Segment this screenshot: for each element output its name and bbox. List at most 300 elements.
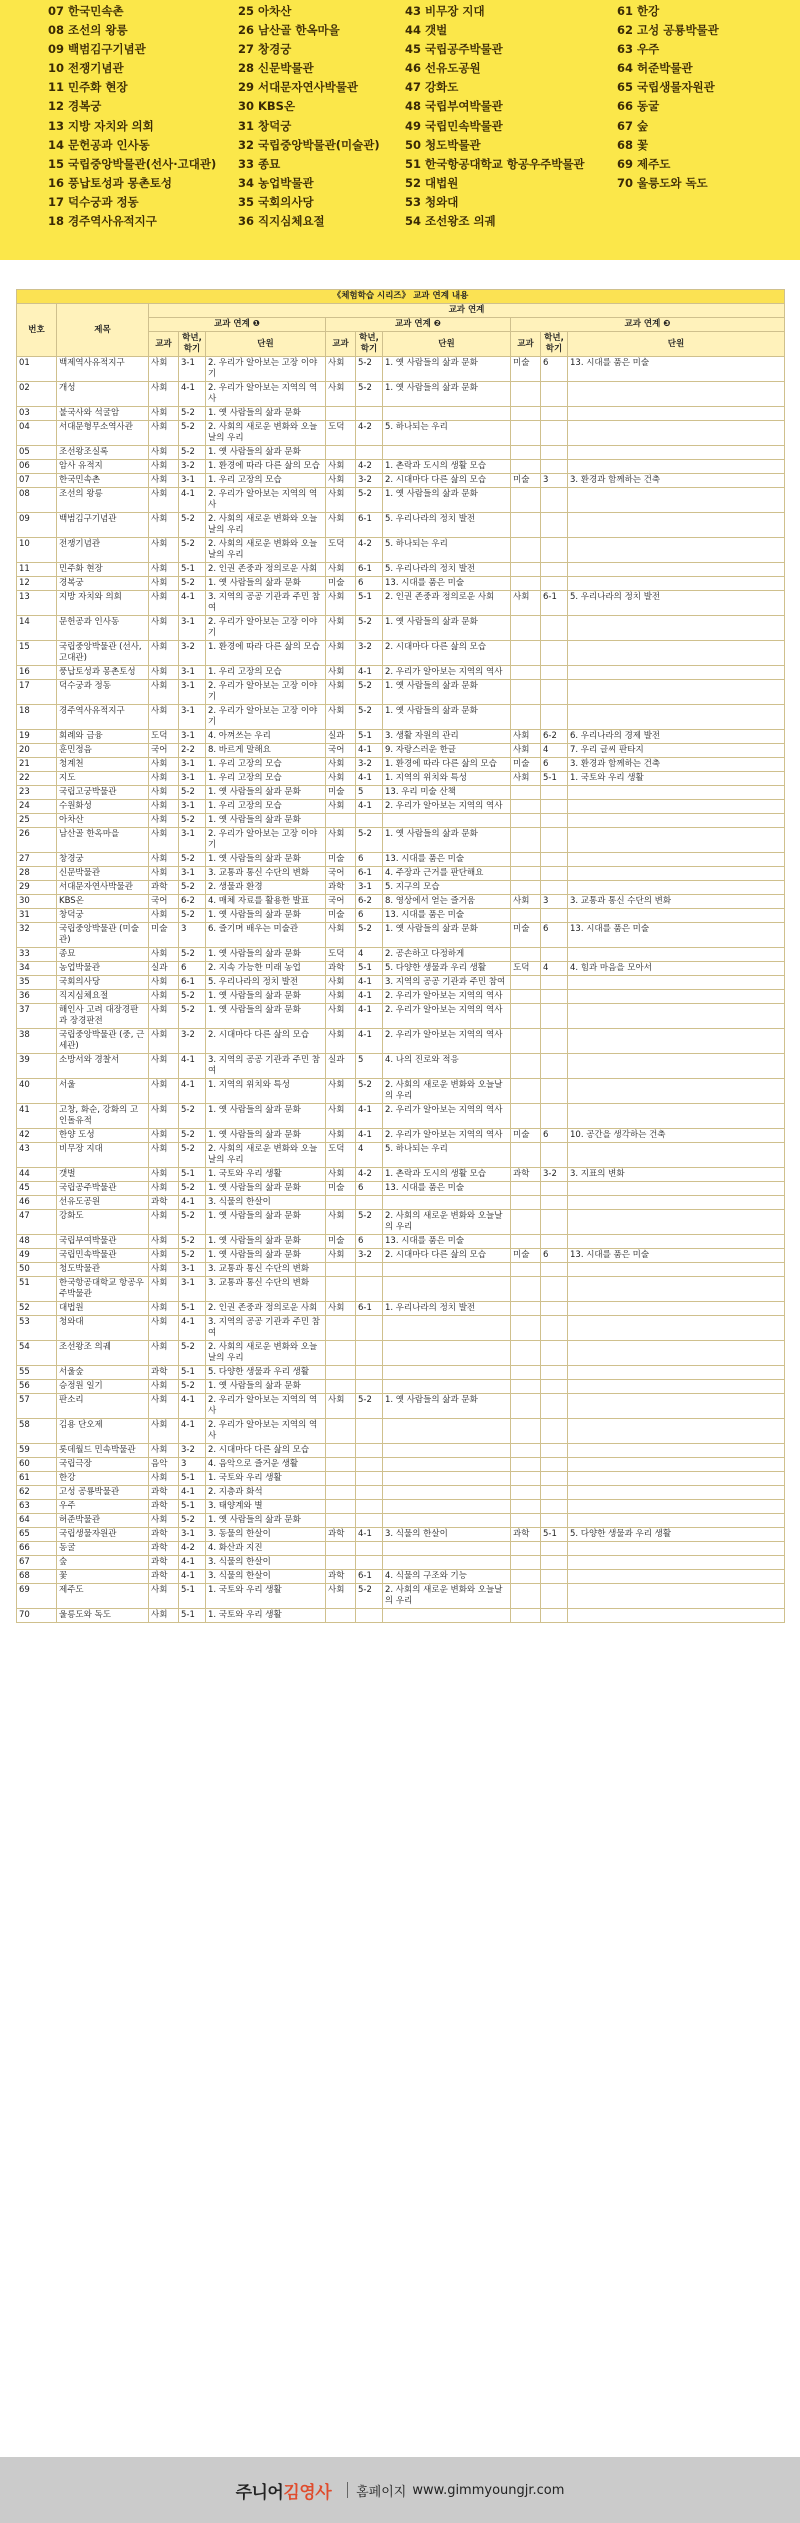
cell-unit-3: [568, 1341, 785, 1366]
cell-unit-2: 4. 주장과 근거를 판단해요: [383, 867, 511, 881]
cell-unit-2: 5. 지구의 모습: [383, 881, 511, 895]
cell-grade-1: 5-2: [179, 1380, 206, 1394]
cell-grade-2: [356, 1366, 383, 1380]
cell-grade-3: [541, 577, 568, 591]
cell-subject-2: 사회: [326, 1168, 356, 1182]
cell-subject-1: 사회: [149, 1004, 179, 1029]
cell-unit-3: [568, 460, 785, 474]
cell-grade-1: 3-2: [179, 460, 206, 474]
table-row: [17, 1486, 785, 1500]
cell-unit-2: 1. 옛 사람들의 삶과 문화: [383, 923, 511, 948]
cell-unit-3: [568, 909, 785, 923]
table-row: [17, 1609, 785, 1623]
venue-item: 35 국회의사당: [238, 194, 314, 209]
cell-subject-1: 사회: [149, 814, 179, 828]
cell-grade-1: 3-1: [179, 758, 206, 772]
cell-unit-2: 2. 우리가 알아보는 지역의 역사: [383, 990, 511, 1004]
cell-grade-1: 5-2: [179, 814, 206, 828]
cell-number: 05: [17, 446, 57, 460]
cell-grade-2: 4-2: [356, 421, 383, 446]
cell-grade-2: 4-2: [356, 460, 383, 474]
table-row: [17, 923, 785, 948]
cell-subject-1: 사회: [149, 1609, 179, 1623]
cell-grade-2: 4-1: [356, 1528, 383, 1542]
cell-grade-2: [356, 1263, 383, 1277]
header-subject: 교과: [149, 332, 179, 357]
cell-grade-3: [541, 1486, 568, 1500]
cell-grade-3: [541, 1394, 568, 1419]
cell-grade-1: 4-1: [179, 1054, 206, 1079]
cell-grade-1: 3-1: [179, 1277, 206, 1302]
table-row: [17, 357, 785, 382]
venue-item: 34 농업박물관: [238, 175, 314, 190]
cell-subject-1: 사회: [149, 488, 179, 513]
header-group-2: 교과 연계 ❷: [326, 318, 511, 332]
cell-unit-1: 6. 즐기며 배우는 미술관: [206, 923, 326, 948]
table-row: [17, 1316, 785, 1341]
cell-grade-3: 4: [541, 962, 568, 976]
cell-subject-1: 사회: [149, 538, 179, 563]
cell-unit-2: [383, 1419, 511, 1444]
cell-grade-3: [541, 881, 568, 895]
cell-unit-2: 1. 옛 사람들의 삶과 문화: [383, 705, 511, 730]
cell-title: 청와대: [57, 1316, 149, 1341]
cell-grade-2: 4-2: [356, 1168, 383, 1182]
cell-grade-1: 3-1: [179, 828, 206, 853]
cell-subject-1: 과학: [149, 1570, 179, 1584]
cell-grade-2: [356, 1514, 383, 1528]
cell-subject-1: 사회: [149, 1182, 179, 1196]
cell-subject-1: 사회: [149, 1029, 179, 1054]
cell-grade-1: 4-1: [179, 1570, 206, 1584]
cell-title: 꽃: [57, 1570, 149, 1584]
cell-subject-1: 사회: [149, 909, 179, 923]
cell-grade-2: [356, 1500, 383, 1514]
cell-grade-3: [541, 1609, 568, 1623]
cell-subject-2: 사회: [326, 591, 356, 616]
cell-subject-3: [511, 1277, 541, 1302]
cell-grade-2: 4: [356, 1143, 383, 1168]
cell-subject-3: 사회: [511, 591, 541, 616]
cell-unit-3: [568, 1419, 785, 1444]
cell-subject-3: [511, 1514, 541, 1528]
header-group-1: 교과 연계 ❶: [149, 318, 326, 332]
cell-subject-1: 사회: [149, 1444, 179, 1458]
cell-grade-2: 6-1: [356, 563, 383, 577]
cell-unit-2: 2. 우리가 알아보는 지역의 역사: [383, 666, 511, 680]
cell-grade-2: 3-2: [356, 1249, 383, 1263]
cell-subject-2: 사회: [326, 460, 356, 474]
cell-number: 03: [17, 407, 57, 421]
cell-grade-2: 6-1: [356, 867, 383, 881]
cell-subject-3: [511, 1316, 541, 1341]
cell-grade-3: [541, 1316, 568, 1341]
table-row: [17, 976, 785, 990]
cell-grade-1: 5-2: [179, 407, 206, 421]
cell-unit-1: 1. 옛 사람들의 삶과 문화: [206, 577, 326, 591]
cell-subject-2: 실과: [326, 1054, 356, 1079]
cell-title: 풍납토성과 몽촌토성: [57, 666, 149, 680]
venue-item: 68 꽃: [617, 137, 649, 152]
cell-subject-1: 사회: [149, 1168, 179, 1182]
cell-unit-1: 1. 옛 사람들의 삶과 문화: [206, 1380, 326, 1394]
cell-number: 07: [17, 474, 57, 488]
cell-grade-3: [541, 641, 568, 666]
header-unit: 단원: [206, 332, 326, 357]
cell-unit-2: [383, 1366, 511, 1380]
cell-subject-2: 사회: [326, 990, 356, 1004]
table-row: [17, 909, 785, 923]
venue-list-banner: [0, 0, 800, 260]
cell-title: 서울: [57, 1079, 149, 1104]
venue-item: 52 대법원: [405, 175, 459, 190]
cell-unit-1: 3. 태양계와 별: [206, 1500, 326, 1514]
publisher-logo[interactable]: [236, 2478, 332, 2503]
cell-subject-1: 사회: [149, 853, 179, 867]
cell-subject-1: 국어: [149, 895, 179, 909]
cell-number: 43: [17, 1143, 57, 1168]
cell-subject-2: 국어: [326, 895, 356, 909]
cell-subject-3: 미술: [511, 1249, 541, 1263]
cell-grade-2: 3-1: [356, 881, 383, 895]
venue-item: 65 국립생물자원관: [617, 80, 715, 95]
cell-title: 창덕궁: [57, 909, 149, 923]
cell-subject-2: [326, 1366, 356, 1380]
venue-item: 31 창덕궁: [238, 118, 292, 133]
venue-item: 50 청도박물관: [405, 137, 481, 152]
cell-unit-1: 1. 국토와 우리 생활: [206, 1609, 326, 1623]
cell-title: 숲: [57, 1556, 149, 1570]
cell-grade-1: 3-1: [179, 666, 206, 680]
cell-subject-2: [326, 1556, 356, 1570]
cell-unit-2: 8. 영상에서 얻는 즐거움: [383, 895, 511, 909]
cell-unit-3: 5. 우리나라의 정치 발전: [568, 591, 785, 616]
cell-title: 한양 도성: [57, 1129, 149, 1143]
cell-unit-1: 3. 지역의 공공 기관과 주민 참여: [206, 1054, 326, 1079]
cell-grade-2: [356, 407, 383, 421]
cell-unit-2: [383, 1277, 511, 1302]
cell-unit-1: 2. 사회의 새로운 변화와 오늘날의 우리: [206, 1341, 326, 1366]
cell-grade-2: 6: [356, 909, 383, 923]
cell-grade-3: [541, 1514, 568, 1528]
cell-subject-3: [511, 666, 541, 680]
table-row: [17, 1054, 785, 1079]
cell-title: 백제역사유적지구: [57, 357, 149, 382]
cell-unit-1: 3. 교통과 통신 수단의 변화: [206, 1277, 326, 1302]
spacer: [0, 260, 800, 289]
cell-grade-2: [356, 1196, 383, 1210]
cell-unit-2: 13. 시대를 품은 미술: [383, 577, 511, 591]
cell-grade-3: [541, 909, 568, 923]
cell-grade-2: [356, 1472, 383, 1486]
cell-unit-1: 1. 국토와 우리 생활: [206, 1472, 326, 1486]
cell-title: 아차산: [57, 814, 149, 828]
cell-unit-3: 1. 국토와 우리 생활: [568, 772, 785, 786]
cell-number: 67: [17, 1556, 57, 1570]
cell-unit-3: [568, 990, 785, 1004]
cell-grade-2: 5-2: [356, 923, 383, 948]
cell-subject-1: 사회: [149, 976, 179, 990]
table-row: [17, 616, 785, 641]
cell-number: 44: [17, 1168, 57, 1182]
cell-grade-3: 5-1: [541, 772, 568, 786]
cell-unit-3: [568, 1394, 785, 1419]
cell-unit-1: 1. 옛 사람들의 삶과 문화: [206, 1210, 326, 1235]
cell-subject-2: [326, 446, 356, 460]
cell-unit-3: 4. 힘과 마음을 모아서: [568, 962, 785, 976]
cell-subject-2: 사회: [326, 1302, 356, 1316]
cell-unit-1: 3. 교통과 통신 수단의 변화: [206, 1263, 326, 1277]
table-row: [17, 1302, 785, 1316]
table-row: [17, 1143, 785, 1168]
venue-column-1: [48, 2, 238, 231]
cell-unit-2: 5. 하나되는 우리: [383, 538, 511, 563]
cell-grade-3: [541, 1500, 568, 1514]
venue-item: 67 숲: [617, 118, 649, 133]
cell-number: 64: [17, 1514, 57, 1528]
venue-item: 48 국립부여박물관: [405, 99, 503, 114]
cell-grade-3: [541, 948, 568, 962]
cell-title: 한국민속촌: [57, 474, 149, 488]
cell-subject-2: 사회: [326, 758, 356, 772]
cell-unit-3: [568, 1514, 785, 1528]
cell-grade-1: 6-2: [179, 895, 206, 909]
footer: [0, 2457, 800, 2523]
cell-unit-1: 1. 우리 고장의 모습: [206, 800, 326, 814]
cell-title: 롯데월드 민속박물관: [57, 1444, 149, 1458]
cell-subject-1: 과학: [149, 1556, 179, 1570]
cell-unit-1: 4. 화산과 지진: [206, 1542, 326, 1556]
homepage-url[interactable]: www.gimmyoungjr.com: [412, 2482, 565, 2498]
cell-title: 개성: [57, 382, 149, 407]
cell-unit-1: 2. 우리가 알아보는 지역의 역사: [206, 1394, 326, 1419]
cell-grade-2: 5-2: [356, 1079, 383, 1104]
cell-grade-3: [541, 853, 568, 867]
cell-title: 직지심체요절: [57, 990, 149, 1004]
cell-unit-1: 3. 식물의 한살이: [206, 1196, 326, 1210]
cell-subject-3: [511, 1486, 541, 1500]
cell-title: 국립공주박물관: [57, 1182, 149, 1196]
table-row: [17, 641, 785, 666]
cell-unit-1: 2. 우리가 알아보는 지역의 역사: [206, 488, 326, 513]
cell-grade-3: [541, 421, 568, 446]
cell-grade-3: 3-2: [541, 1168, 568, 1182]
cell-grade-3: 6: [541, 1129, 568, 1143]
cell-grade-3: 4: [541, 744, 568, 758]
cell-unit-2: 2. 시대마다 다른 삶의 모습: [383, 474, 511, 488]
cell-title: 비무장 지대: [57, 1143, 149, 1168]
cell-grade-2: 6-1: [356, 1570, 383, 1584]
cell-subject-2: 과학: [326, 962, 356, 976]
cell-subject-1: 사회: [149, 1419, 179, 1444]
table-row: [17, 948, 785, 962]
cell-unit-1: 2. 우리가 알아보는 고장 이야기: [206, 680, 326, 705]
cell-subject-3: [511, 563, 541, 577]
cell-grade-2: 5-2: [356, 705, 383, 730]
cell-unit-1: 1. 옛 사람들의 삶과 문화: [206, 1514, 326, 1528]
cell-unit-3: [568, 705, 785, 730]
cell-grade-2: [356, 1486, 383, 1500]
cell-grade-1: 5-2: [179, 1514, 206, 1528]
table-row: [17, 772, 785, 786]
cell-unit-1: 2. 우리가 알아보는 고장 이야기: [206, 357, 326, 382]
cell-unit-3: [568, 828, 785, 853]
cell-unit-1: 1. 우리 고장의 모습: [206, 758, 326, 772]
cell-grade-1: 3-1: [179, 772, 206, 786]
cell-grade-2: 5-2: [356, 616, 383, 641]
cell-subject-1: 사회: [149, 666, 179, 680]
cell-grade-3: [541, 407, 568, 421]
cell-number: 52: [17, 1302, 57, 1316]
cell-number: 68: [17, 1570, 57, 1584]
cell-grade-2: [356, 1341, 383, 1366]
cell-unit-1: 3. 지역의 공공 기관과 주민 참여: [206, 591, 326, 616]
cell-title: 청도박물관: [57, 1263, 149, 1277]
cell-unit-1: 1. 옛 사람들의 삶과 문화: [206, 446, 326, 460]
cell-subject-2: 사회: [326, 1394, 356, 1419]
cell-unit-1: 3. 식물의 한살이: [206, 1556, 326, 1570]
cell-unit-2: [383, 1444, 511, 1458]
cell-number: 47: [17, 1210, 57, 1235]
cell-grade-1: 4-1: [179, 1079, 206, 1104]
cell-title: 고창, 화순, 강화의 고인돌유적: [57, 1104, 149, 1129]
cell-number: 59: [17, 1444, 57, 1458]
cell-grade-2: 6-2: [356, 895, 383, 909]
cell-unit-2: 13. 시대를 품은 미술: [383, 1182, 511, 1196]
cell-title: 백범김구기념관: [57, 513, 149, 538]
cell-number: 08: [17, 488, 57, 513]
cell-grade-1: 5-2: [179, 1104, 206, 1129]
cell-subject-3: [511, 1472, 541, 1486]
cell-subject-3: [511, 1584, 541, 1609]
cell-unit-2: 2. 우리가 알아보는 지역의 역사: [383, 1104, 511, 1129]
cell-unit-2: 1. 옛 사람들의 삶과 문화: [383, 382, 511, 407]
venue-item: 29 서대문자연사박물관: [238, 80, 358, 95]
cell-subject-2: [326, 1444, 356, 1458]
cell-subject-2: 사회: [326, 923, 356, 948]
venue-item: 28 신문박물관: [238, 61, 314, 76]
venue-item: 54 조선왕조 의궤: [405, 214, 496, 229]
cell-title: 한국항공대학교 항공우주박물관: [57, 1277, 149, 1302]
cell-unit-1: 2. 인권 존중과 정의로운 사회: [206, 1302, 326, 1316]
logo-part-b: 김영사: [283, 2482, 332, 2503]
cell-grade-1: 3-2: [179, 641, 206, 666]
cell-unit-2: 1. 옛 사람들의 삶과 문화: [383, 828, 511, 853]
cell-unit-3: [568, 680, 785, 705]
table-row: [17, 853, 785, 867]
cell-subject-1: 사회: [149, 641, 179, 666]
cell-subject-2: 과학: [326, 1570, 356, 1584]
cell-subject-2: [326, 1500, 356, 1514]
cell-grade-1: 5-2: [179, 1210, 206, 1235]
cell-unit-3: [568, 1472, 785, 1486]
cell-unit-1: 1. 옛 사람들의 삶과 문화: [206, 1129, 326, 1143]
cell-grade-1: 5-1: [179, 1302, 206, 1316]
cell-subject-3: [511, 1104, 541, 1129]
cell-unit-3: [568, 1277, 785, 1302]
cell-grade-3: [541, 680, 568, 705]
cell-grade-3: [541, 1584, 568, 1609]
cell-number: 49: [17, 1249, 57, 1263]
cell-grade-2: 5-2: [356, 828, 383, 853]
header-number: 번호: [17, 304, 57, 357]
cell-number: 09: [17, 513, 57, 538]
cell-grade-2: [356, 446, 383, 460]
cell-subject-3: [511, 1542, 541, 1556]
cell-unit-3: [568, 1143, 785, 1168]
table-row: [17, 895, 785, 909]
cell-title: 울릉도와 독도: [57, 1609, 149, 1623]
cell-unit-2: 1. 촌락과 도시의 생활 모습: [383, 460, 511, 474]
cell-subject-2: 과학: [326, 881, 356, 895]
cell-title: 지도: [57, 772, 149, 786]
cell-grade-3: [541, 1380, 568, 1394]
cell-subject-2: 미술: [326, 909, 356, 923]
table-body: [17, 357, 785, 1623]
cell-subject-1: 사회: [149, 563, 179, 577]
cell-unit-1: 2. 사회의 새로운 변화와 오늘날의 우리: [206, 538, 326, 563]
cell-title: 조선왕조 의궤: [57, 1341, 149, 1366]
venue-item: 30 KBS온: [238, 99, 296, 114]
venue-item: 17 덕수궁과 정동: [48, 194, 139, 209]
cell-unit-1: 1. 지역의 위치와 특성: [206, 1079, 326, 1104]
cell-subject-3: [511, 641, 541, 666]
venue-item: 16 풍납토성과 몽촌토성: [48, 175, 172, 190]
table-row: [17, 828, 785, 853]
cell-subject-1: 사회: [149, 1514, 179, 1528]
cell-number: 15: [17, 641, 57, 666]
cell-title: 갯벌: [57, 1168, 149, 1182]
cell-unit-3: [568, 1542, 785, 1556]
cell-grade-1: 5-2: [179, 577, 206, 591]
cell-unit-3: 7. 우리 글씨 판타지: [568, 744, 785, 758]
table-row: [17, 990, 785, 1004]
cell-title: 덕수궁과 정동: [57, 680, 149, 705]
cell-subject-3: [511, 976, 541, 990]
cell-grade-3: 5-1: [541, 1528, 568, 1542]
cell-unit-2: 13. 시대를 품은 미술: [383, 1235, 511, 1249]
cell-grade-3: [541, 538, 568, 563]
cell-grade-1: 5-2: [179, 948, 206, 962]
cell-unit-2: 9. 자랑스러운 한글: [383, 744, 511, 758]
table-row: [17, 1528, 785, 1542]
cell-unit-1: 1. 옛 사람들의 삶과 문화: [206, 1235, 326, 1249]
cell-number: 29: [17, 881, 57, 895]
cell-unit-3: [568, 1570, 785, 1584]
cell-grade-1: 5-1: [179, 1168, 206, 1182]
table-row: [17, 591, 785, 616]
cell-unit-2: 2. 우리가 알아보는 지역의 역사: [383, 800, 511, 814]
cell-unit-1: 2. 시대마다 다른 삶의 모습: [206, 1029, 326, 1054]
cell-unit-2: 2. 인권 존중과 정의로운 사회: [383, 591, 511, 616]
table-row: [17, 460, 785, 474]
table-row: [17, 407, 785, 421]
cell-subject-2: [326, 1609, 356, 1623]
cell-subject-3: [511, 786, 541, 800]
cell-unit-2: 2. 우리가 알아보는 지역의 역사: [383, 1029, 511, 1054]
cell-grade-2: 4-1: [356, 800, 383, 814]
cell-title: 한강: [57, 1472, 149, 1486]
cell-unit-3: [568, 1500, 785, 1514]
cell-number: 20: [17, 744, 57, 758]
cell-subject-2: 사회: [326, 976, 356, 990]
cell-grade-1: 3-1: [179, 1263, 206, 1277]
cell-subject-1: 음악: [149, 1458, 179, 1472]
cell-title: 서대문형무소역사관: [57, 421, 149, 446]
venue-item: 44 갯벌: [405, 23, 448, 38]
header-unit: 단원: [568, 332, 785, 357]
cell-subject-1: 사회: [149, 828, 179, 853]
